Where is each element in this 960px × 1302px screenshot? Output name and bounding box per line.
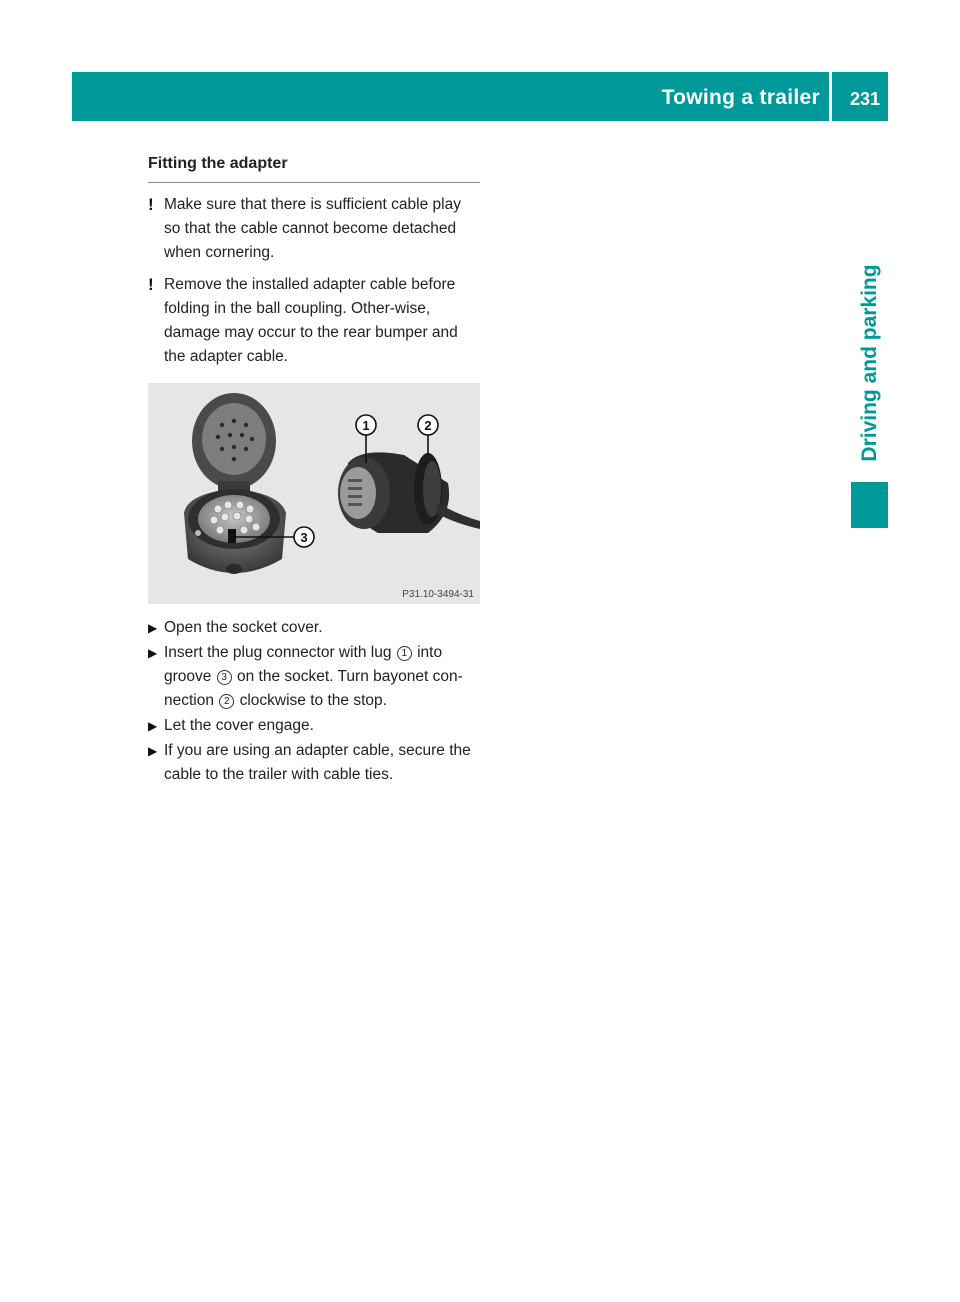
page-number: 231 [849, 89, 880, 109]
warning-icon: ! [148, 275, 154, 294]
warning-note [148, 193, 480, 265]
step-arrow-icon: ▶ [148, 719, 158, 733]
warning-icon: ! [148, 195, 154, 214]
step-arrow-icon: ▶ [148, 744, 158, 758]
step-text: If you are using an adapter cable, secure the cable to the trailer with cable ties. [164, 742, 471, 783]
step-text-part: Insert the plug connector with lug [164, 644, 396, 661]
instruction-step [148, 616, 480, 640]
header-bar [72, 72, 888, 121]
warning-text: Make sure that there is sufficient cable play so that the cable cannot become detached when cornering. [164, 196, 461, 261]
callout-1-label: 1 [362, 418, 370, 433]
socket-cover [192, 393, 276, 493]
main-content [148, 152, 480, 788]
side-tab [851, 248, 888, 478]
plug-connector [338, 452, 480, 533]
warning-note [148, 273, 480, 369]
callout-1-ref: 1 [397, 646, 412, 661]
side-tab-label: Driving and parking [857, 264, 881, 462]
step-arrow-icon: ▶ [148, 621, 158, 635]
instruction-step [148, 739, 480, 787]
side-tab-marker [851, 482, 888, 528]
step-text: Let the cover engage. [164, 717, 314, 734]
chapter-title: Towing a trailer [661, 86, 820, 109]
callout-2-ref: 2 [219, 694, 234, 709]
step-text-part: on the socket. Turn bayonet con-nection [164, 668, 463, 709]
warning-text: Remove the installed adapter cable before folding in the ball coupling. Other-wise, damage may occur to the rear bumper and the adapter cable. [164, 276, 458, 365]
callout-3-ref: 3 [217, 670, 232, 685]
header-divider [829, 72, 832, 121]
step-text-part: clockwise to the stop. [235, 692, 387, 709]
section-title: Fitting the adapter [148, 152, 480, 183]
step-text: Open the socket cover. [164, 619, 323, 636]
step-text-part: into groove [164, 644, 443, 685]
step-arrow-icon: ▶ [148, 646, 158, 660]
figure-illustration [148, 383, 480, 604]
socket-adapter-figure [148, 383, 480, 604]
callout-2-label: 2 [424, 418, 432, 433]
figure-code: P31.10-3494-31 [402, 589, 474, 600]
instruction-step [148, 714, 480, 738]
socket-body [184, 489, 286, 574]
instruction-step [148, 641, 480, 713]
callout-3-label: 3 [300, 530, 308, 545]
